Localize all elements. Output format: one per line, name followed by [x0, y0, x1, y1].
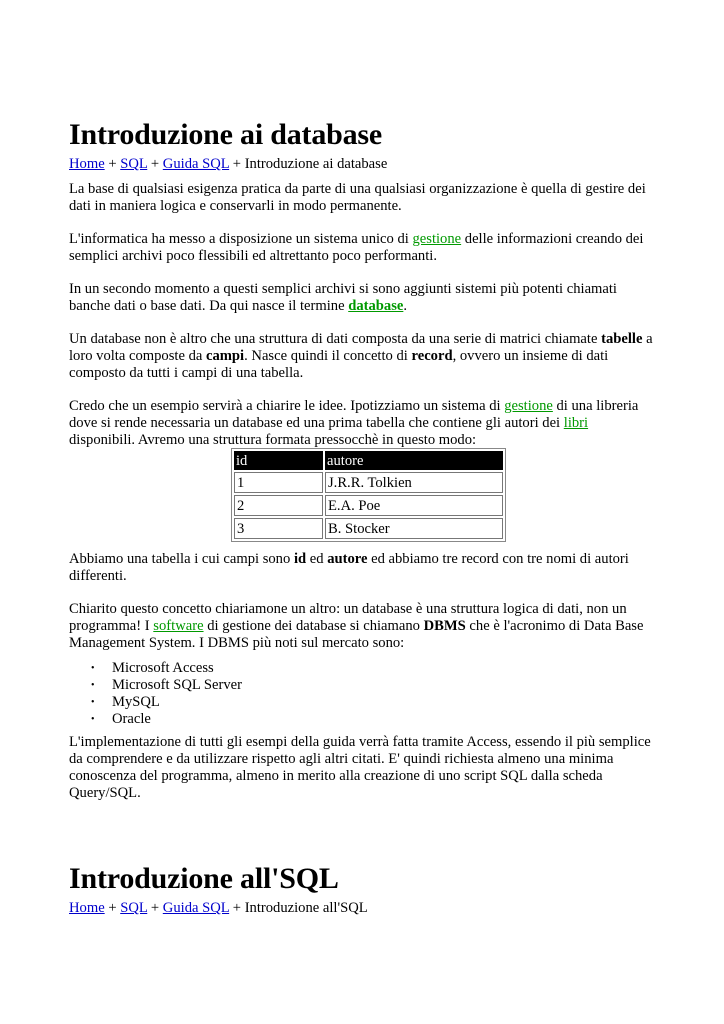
section-title-sql: Introduzione all'SQL: [69, 862, 339, 895]
table-row: [234, 495, 503, 516]
table-cell-autore: J.R.R. Tolkien: [325, 472, 503, 493]
term-id: id: [293, 551, 307, 567]
table-header-row: [234, 451, 503, 470]
text: Credo che un esempio servirà a chiarire le idee. Ipotizziamo un sistema di: [69, 398, 505, 414]
term-tabelle: tabelle: [601, 331, 643, 347]
column-header-autore: autore: [325, 451, 503, 470]
table-cell-autore: B. Stocker: [325, 518, 503, 539]
breadcrumb-sql-link[interactable]: SQL: [120, 900, 148, 916]
text: di gestione dei database si chiamano: [203, 618, 424, 634]
breadcrumb-current: Introduzione all'SQL: [244, 900, 368, 916]
libri-link[interactable]: libri: [563, 415, 589, 431]
text: . Nasce quindi il concetto di: [244, 348, 412, 364]
page-title: Introduzione ai database: [69, 118, 383, 151]
text: Abbiamo una tabella i cui campi sono: [69, 551, 294, 567]
text: Un database non è altro che una struttura di dati composta da una serie di matrici chiamate: [69, 331, 602, 347]
column-header-id: id: [234, 451, 323, 470]
paragraph-esempio: [69, 398, 656, 449]
list-item: • Microsoft SQL Server: [112, 677, 656, 694]
term-campi: campi: [206, 348, 245, 364]
authors-table-wrapper: [69, 448, 656, 542]
breadcrumb-separator: +: [150, 900, 160, 916]
breadcrumb: [69, 900, 656, 917]
text: , ovvero un insieme di dati composto da tutti i campi di una tabella.: [69, 348, 609, 381]
text: ed abbiamo tre record con tre nomi di autori differenti.: [69, 551, 629, 584]
text: di una libreria dove si rende necessaria un database ed una prima tabella che contiene gli autori dei: [69, 398, 639, 431]
paragraph-campi: [69, 551, 656, 585]
breadcrumb-separator: +: [150, 156, 160, 172]
paragraph-dbms: [69, 601, 656, 652]
breadcrumb: [69, 156, 656, 173]
text: L'informatica ha messo a disposizione un sistema unico di: [69, 231, 413, 247]
gestione-link[interactable]: gestione: [412, 231, 462, 247]
text: che è l'acronimo di Data Base Management System. I DBMS più noti sul mercato sono:: [69, 618, 644, 651]
breadcrumb-separator: +: [108, 900, 117, 916]
paragraph-intro: La base di qualsiasi esigenza pratica da parte di una qualsiasi organizzazione è quella di gestire dei dati in maniera logica e conservarli in modo permanente.: [69, 181, 646, 214]
text: Chiarito questo concetto chiariamone un altro: un database è una struttura logica di dati, non un programma! I: [69, 601, 627, 634]
breadcrumb-separator: +: [232, 156, 242, 172]
term-autore: autore: [327, 551, 368, 567]
dbms-list: [69, 660, 656, 728]
list-item: • MySQL: [112, 694, 656, 711]
list-item: • Oracle: [112, 711, 656, 728]
text: disponibili. Avremo una struttura formata pressocchè in questo modo:: [69, 432, 477, 448]
text: .: [403, 298, 408, 314]
table-cell-id: 3: [234, 518, 323, 539]
term-record: record: [411, 348, 453, 364]
gestione-link-2[interactable]: gestione: [504, 398, 553, 414]
list-item: • Microsoft Access: [112, 660, 656, 677]
breadcrumb-current: Introduzione ai database: [244, 156, 388, 172]
breadcrumb-guida-link[interactable]: Guida SQL: [162, 900, 230, 916]
text: delle informazioni creando dei semplici archivi poco flessibili ed altrettanto poco performanti.: [69, 231, 644, 264]
table-cell-id: 2: [234, 495, 323, 516]
paragraph-definizione: [69, 331, 656, 382]
paragraph-informatica: [69, 231, 656, 265]
table-row: [234, 472, 503, 493]
breadcrumb-home-link[interactable]: Home: [69, 156, 105, 172]
software-link[interactable]: software: [153, 618, 204, 634]
text: a loro volta composte da: [69, 331, 653, 364]
breadcrumb-guida-link[interactable]: Guida SQL: [162, 156, 230, 172]
breadcrumb-separator: +: [232, 900, 242, 916]
table-cell-id: 1: [234, 472, 323, 493]
paragraph-implementazione: L'implementazione di tutti gli esempi della guida verrà fatta tramite Access, essendo il più semplice da comprendere e da utilizzare rispetto agli altri citati. E' quindi richiesta almeno una minima conoscenza del programma, almeno in merito alla creazione di uno script SQL dalla scheda Query/SQL.: [69, 734, 651, 801]
table-row: [234, 518, 503, 539]
breadcrumb-home-link[interactable]: Home: [69, 900, 105, 916]
paragraph-banche-dati: [69, 281, 656, 315]
breadcrumb-sql-link[interactable]: SQL: [120, 156, 148, 172]
term-dbms: DBMS: [423, 618, 466, 634]
authors-table: [231, 448, 506, 542]
text: ed: [306, 551, 328, 567]
text: In un secondo momento a questi semplici archivi si sono aggiunti sistemi più potenti chiamati banche dati o base dati. Da qui nasce il termine: [69, 281, 617, 314]
table-cell-autore: E.A. Poe: [325, 495, 503, 516]
database-link[interactable]: database: [348, 298, 404, 314]
breadcrumb-separator: +: [108, 156, 117, 172]
